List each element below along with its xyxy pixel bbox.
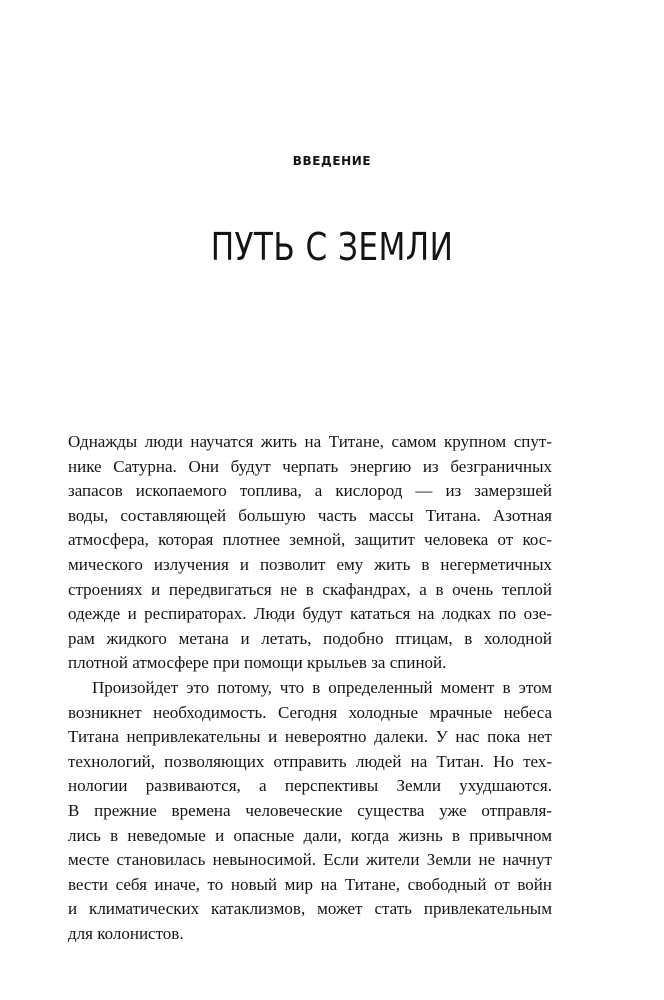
text-line: плотной атмосфере при помощи крыльев за спиной. — [68, 653, 447, 673]
body-text — [68, 430, 552, 946]
text-line: запасов ископаемого топлива, а кислород — из замерзшей — [68, 481, 552, 501]
text-line: В прежние времена человеческие существа уже отправля- — [68, 800, 552, 820]
text-line: Титана непривлекательны и невероятно далеки. У нас пока нет — [68, 727, 552, 747]
text-line: воды, составляющей большую часть массы Титана. Азотная — [68, 505, 552, 525]
chapter-title: ПУТЬ С ЗЕМЛИ — [210, 225, 454, 269]
text-line: и климатических катаклизмов, может стать привлекательным — [68, 899, 552, 919]
text-line: одежде и респираторах. Люди будут кататься на лодках по озе- — [68, 604, 552, 624]
text-line: вести себя иначе, то новый мир на Титане, свободный от войн — [68, 874, 552, 894]
text-line: технологий, позволяющих отправить людей на Титан. Но тех- — [68, 751, 552, 771]
paragraph-1 — [68, 430, 552, 676]
text-line: атмосфера, которая плотнее земной, защитит человека от кос- — [68, 530, 552, 550]
section-label: ВВЕДЕНИЕ — [292, 154, 372, 168]
text-line: мического излучения и позволит ему жить в негерметичных — [68, 554, 552, 574]
text-line: возникнет необходимость. Сегодня холодные мрачные небеса — [68, 702, 552, 722]
text-line: Однажды люди научатся жить на Титане, самом крупном спут- — [68, 432, 552, 451]
paragraph-2 — [68, 676, 552, 947]
text-line: рам жидкого метана и летать, подобно птицам, в холодной — [68, 628, 552, 648]
text-line: нологии развиваются, а перспективы Земли ухудшаются. — [68, 776, 552, 796]
text-line: строениях и передвигаться не в скафандрах, а в очень теплой — [68, 579, 552, 599]
text-line: для колонистов. — [68, 923, 184, 943]
text-line: Произойдет это потому, что в определенный момент в этом — [92, 677, 552, 697]
text-line: нике Сатурна. Они будут черпать энергию из безграничных — [68, 456, 552, 476]
text-line: месте становилась невыносимой. Если жители Земли не начнут — [68, 850, 552, 870]
text-line: лись в неведомые и опасные дали, когда жизнь в привычном — [68, 825, 552, 845]
